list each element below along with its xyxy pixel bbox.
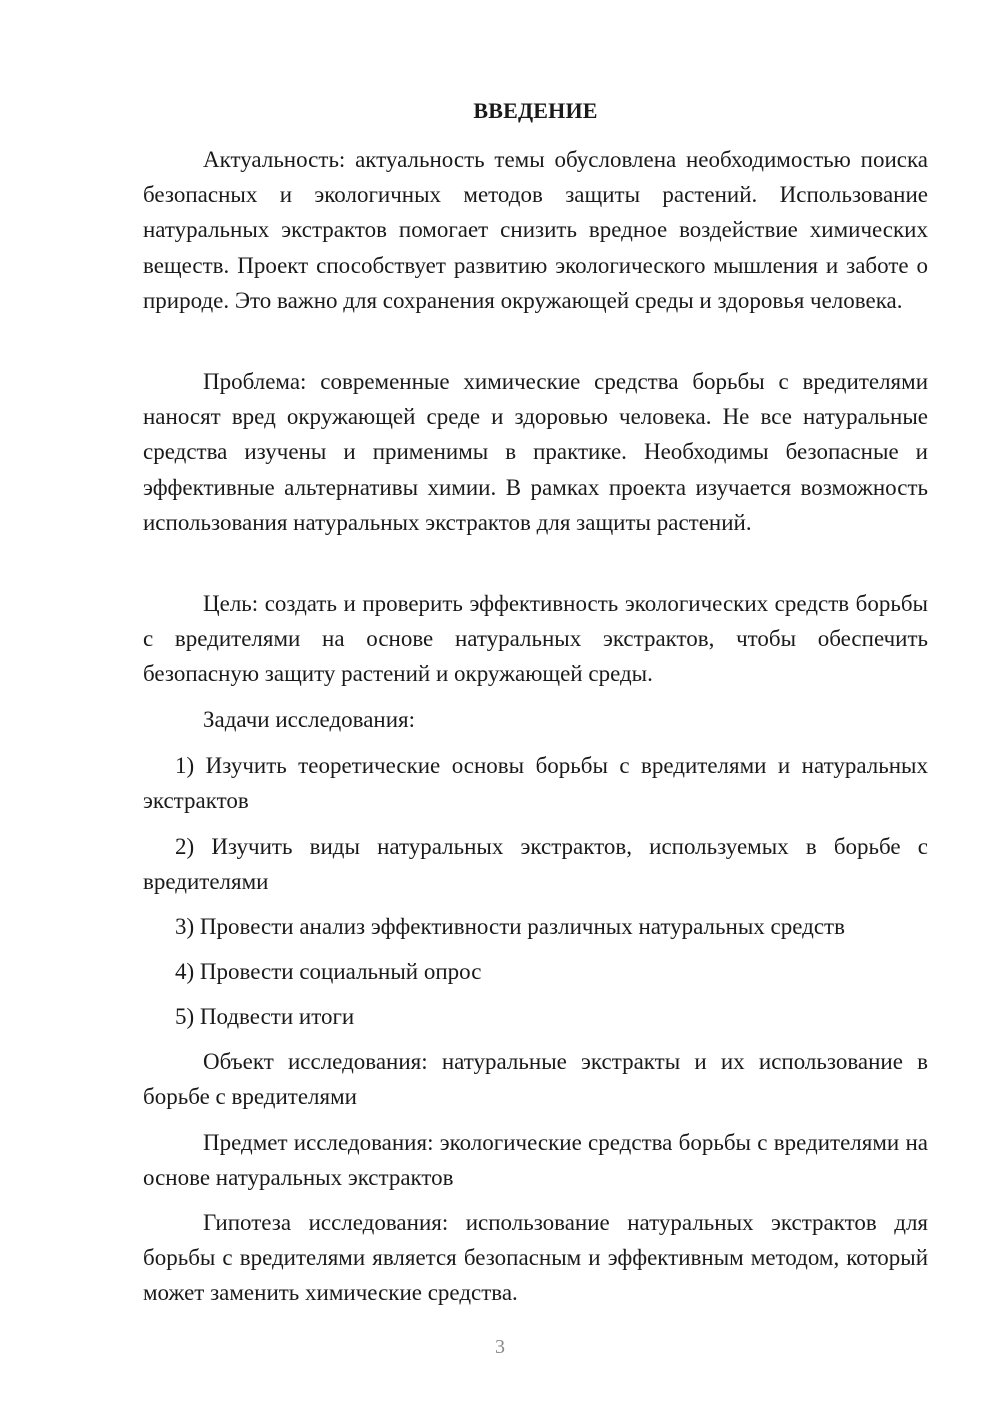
paragraph-hypothesis: Гипотеза исследования: использование натуральных экстрактов для борьбы с вредителями является безопасным и эффективным методом, который может заменить химические средства. [143,1210,928,1306]
task-item-5: 5) Подвести итоги [175,1004,355,1029]
tasks-heading: Задачи исследования: [203,707,416,732]
task-item-2: 2) Изучить виды натуральных экстрактов, используемых в борьбе с вредителями [143,834,928,895]
task-item-3: 3) Провести анализ эффективности различных натуральных средств [175,914,845,939]
paragraph-problem: Проблема: современные химические средства борьбы с вредителями наносят вред окружающей среде и здоровью человека. Не все натуральные средства изучены и применимы в практике. Необходимы безопасные и эффективные альтернативы химии. В рамках проекта изучается возможность использования натуральных экстрактов для защиты растений. [143,369,928,535]
paragraph-subject: Предмет исследования: экологические средства борьбы с вредителями на основе натуральных экстрактов [143,1130,928,1191]
paragraph-object: Объект исследования: натуральные экстракты и их использование в борьбе с вредителями [143,1049,928,1110]
page-title: ВВЕДЕНИЕ [473,98,598,123]
task-item-1: 1) Изучить теоретические основы борьбы с вредителями и натуральных экстрактов [143,753,928,814]
paragraph-relevance: Актуальность: актуальность темы обусловлена необходимостью поиска безопасных и экологичных методов защиты растений. Использование натуральных экстрактов помогает снизить вредное воздействие химических веществ. Проект способствует развитию экологического мышления и заботе о природе. Это важно для сохранения окружающей среды и здоровья человека. [143,147,928,313]
task-item-4: 4) Провести социальный опрос [175,959,482,984]
paragraph-goal: Цель: создать и проверить эффективность экологических средств борьбы с вредителями на основе натуральных экстрактов, чтобы обеспечить безопасную защиту растений и окружающей среды. [143,591,928,687]
page-number: 3 [495,1336,505,1358]
